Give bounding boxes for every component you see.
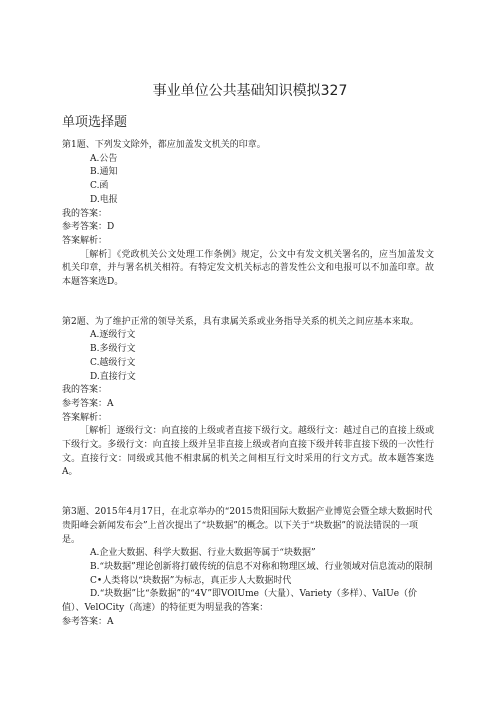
question-stem: 第2题、为了维护正常的领导关系，具有隶属关系或业务指导关系的机关之间应基本来取。 xyxy=(62,316,419,327)
reference-answer-label: 参考答案： xyxy=(62,398,108,409)
reference-answer-label: 参考答案： xyxy=(62,616,108,627)
explanation-label: 答案解析： xyxy=(62,235,108,246)
option-b: B.“块数据”理论创新将打破传统的信息不对称和物理区域、行业领域对信息流动的限制 xyxy=(90,561,433,572)
option-a: A.企业大数据、科学大数据、行业大数据等属于“块数据” xyxy=(90,548,316,559)
question-stem: 第1题、下列发文除外，都应加盖发文机关的印章。 xyxy=(62,140,266,150)
explanation-text: ［解析］《党政机关公文处理工作条例》规定，公文中有发文机关署名的，应当加盖发文机关印章，并与署名机关相符。有特定发文机关标志的普发性公文和电报可以不加盖印章。故本题答案选D。 xyxy=(62,249,434,288)
reference-answer-value: A xyxy=(107,398,114,409)
option-a: A.公告 xyxy=(90,153,118,164)
question-stem: 第3题、2015年4月17日，在北京举办的“2015贵阳国际大数据产业博览会暨全球大数据时代贵阳峰会新闻发布会”上首次提出了“块数据”的概念。以下关于“块数据”的说法错误的一项是。 xyxy=(62,507,433,545)
document-title: 事业单位公共基础知识模拟327 xyxy=(152,83,348,99)
question-2 xyxy=(62,316,434,480)
option-d: D.直接行文 xyxy=(90,371,136,382)
question-3 xyxy=(62,506,434,629)
reference-answer xyxy=(62,398,434,412)
option-b: B.多级行文 xyxy=(90,344,136,355)
question-list xyxy=(62,139,434,630)
section-heading: 单项选择题 xyxy=(62,115,128,130)
my-answer-label: 我的答案： xyxy=(62,208,108,219)
option-b: B.通知 xyxy=(90,167,118,178)
reference-answer xyxy=(62,221,434,235)
reference-answer-label: 参考答案： xyxy=(62,222,108,233)
explanation-text: ［解析］逐级行文：向直接的上级或者直接下级行文。越级行文：越过自己的直接上级或下级行文。多级行文：向直接上级并呈非直接上级或者向直接下级并转非直接下级的一次性行文。直接行文：同级或其他不相隶属的机关之间相互行文时采用的行文方式。故本题答案选A。 xyxy=(62,426,434,478)
option-d: D.电报 xyxy=(90,194,118,205)
option-c: C.函 xyxy=(90,181,109,192)
reference-answer-value: D xyxy=(107,222,115,233)
reference-answer-value: A xyxy=(107,616,114,627)
question-1 xyxy=(62,139,434,290)
reference-answer xyxy=(62,616,434,630)
my-answer-label: 我的答案： xyxy=(62,385,108,396)
option-c: C.越级行文 xyxy=(90,357,136,368)
option-c: C•人类将以“块数据”为标志，真正步人大数据时代 xyxy=(90,575,292,586)
option-d: D.“块数据”比“条数据”的“4V”即VOlUme（大量）、Variety（多样）、ValUe（价值）、VelOCity（高速）的特征更为明显我的答案： xyxy=(62,589,418,614)
explanation-label: 答案解析： xyxy=(62,412,108,423)
option-a: A.逐级行文 xyxy=(90,330,136,341)
